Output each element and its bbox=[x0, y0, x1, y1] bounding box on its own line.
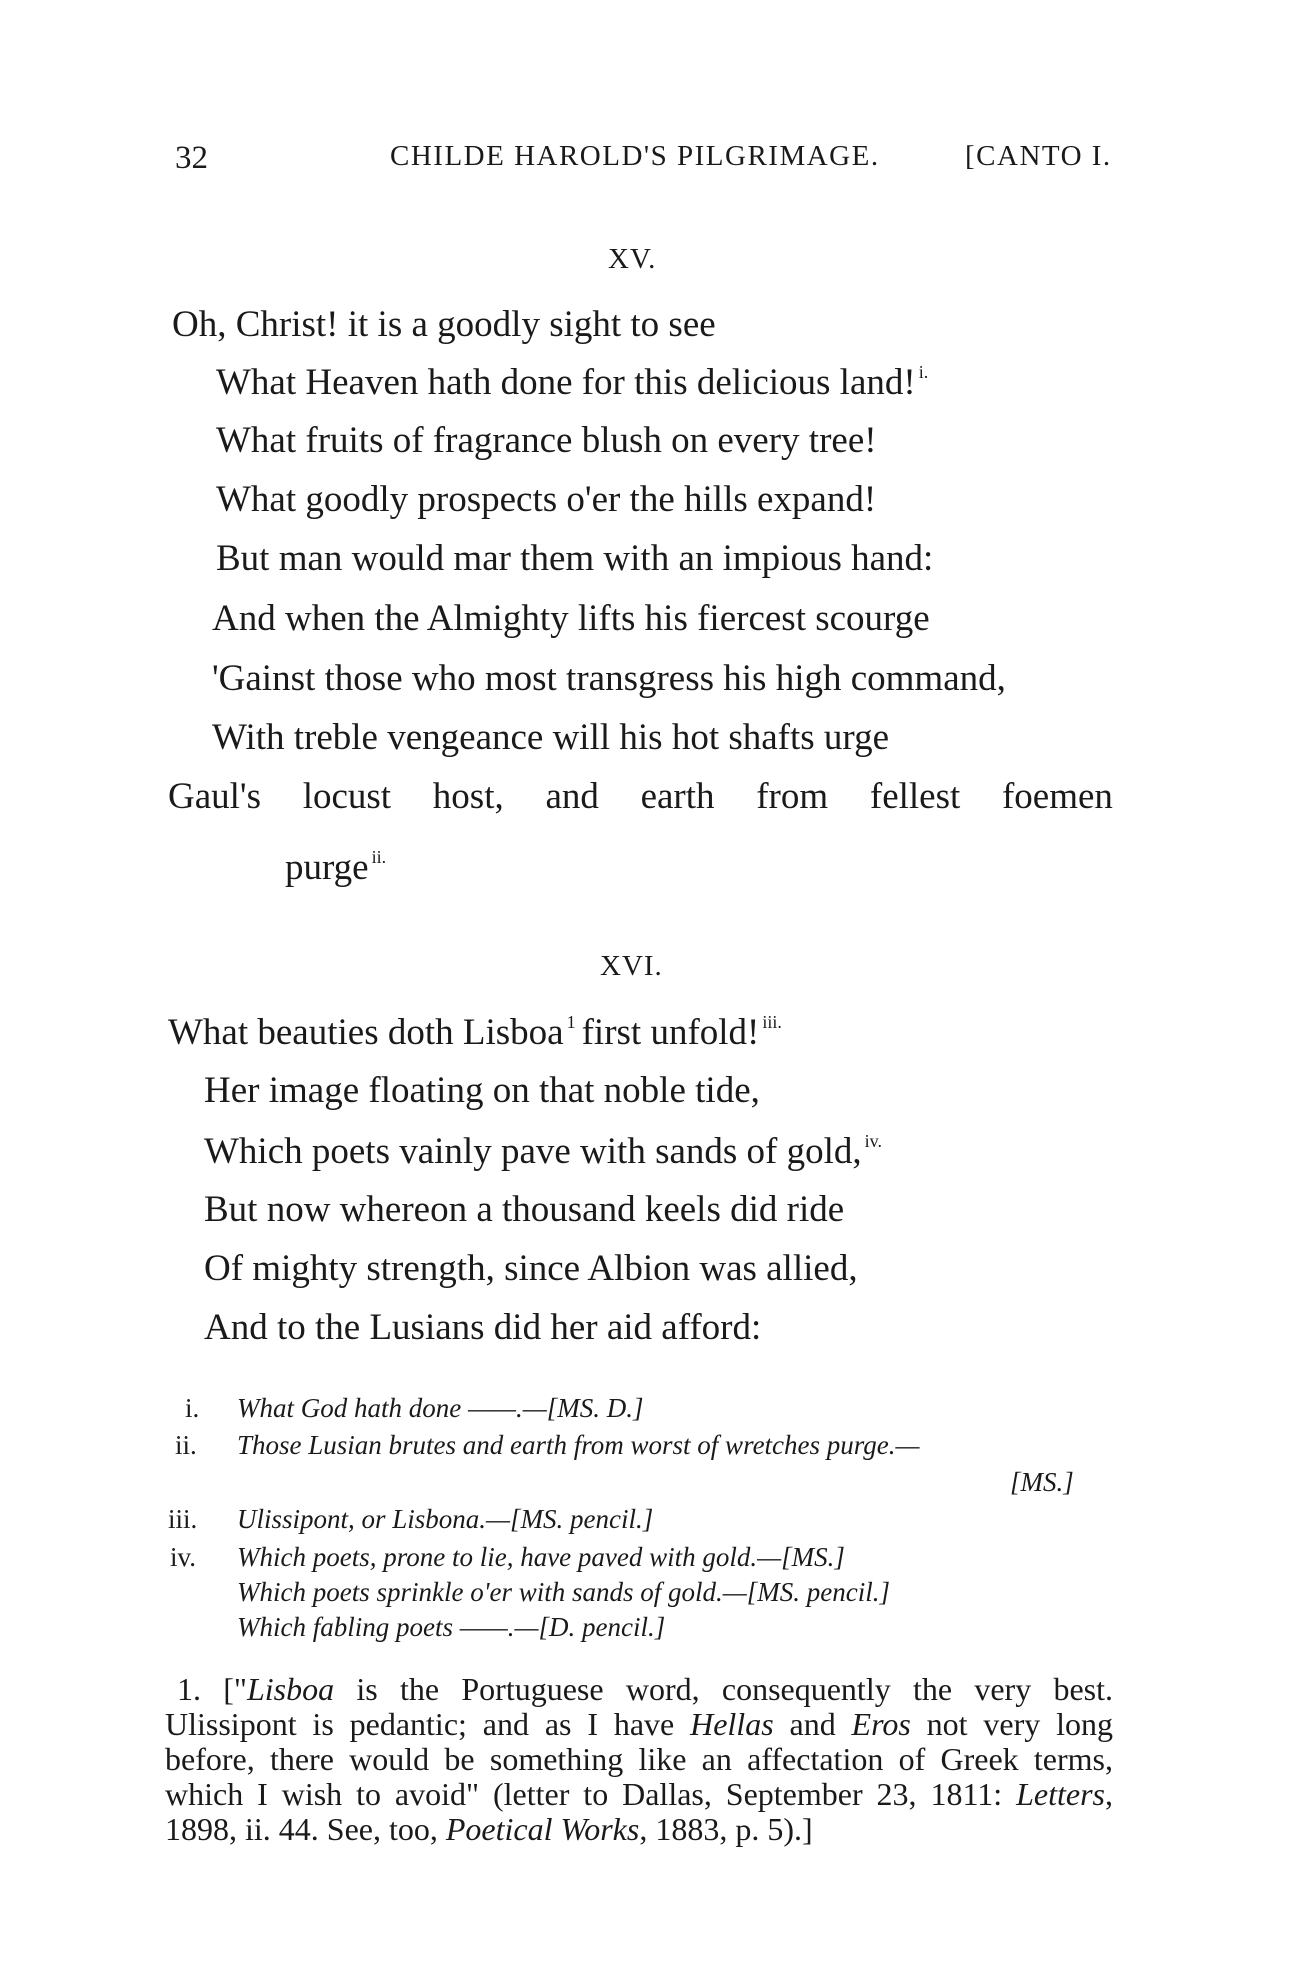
variant-iii: iii. Ulissipont, or Lisbona.—[MS. pencil.] bbox=[168, 1504, 654, 1534]
variant-i: i. What God hath done ——.—[MS. D.] bbox=[185, 1393, 644, 1423]
stanza-xv-line-2: What Heaven hath done for this delicious land! $^{i.}$ bbox=[216, 362, 929, 403]
stanza-number-xv: XV. bbox=[608, 243, 657, 275]
stanza-xv-line-1: Oh, Christ! it is a goodly sight to see bbox=[172, 304, 716, 345]
stanza-xv-line-8: With treble vengeance will his hot shafts urge bbox=[212, 717, 890, 758]
variant-iv-3: Which fabling poets ——.—[D. pencil.] bbox=[237, 1612, 666, 1642]
running-title: CHILDE HAROLD'S PILGRIMAGE. bbox=[390, 140, 880, 172]
stanza-xv-line-3: What fruits of fragrance blush on every tree! bbox=[216, 420, 877, 461]
canto-label: [CANTO I. bbox=[965, 140, 1112, 172]
stanza-xvi-line-1: What beauties doth Lisboa $^1$ first unfold! $^{iii.}$ bbox=[168, 1012, 782, 1053]
variant-ii: ii. Those Lusian brutes and earth from worst of wretches purge.— bbox=[175, 1430, 920, 1460]
stanza-xv-line-4: What goodly prospects o'er the hills expand! bbox=[216, 479, 877, 520]
stanza-xvi-line-3: Which poets vainly pave with sands of gold, $^{iv.}$ bbox=[204, 1131, 882, 1172]
footnote-ref-1[interactable]: 1 bbox=[566, 1012, 576, 1032]
variant-marker-iv: iv. bbox=[864, 1131, 882, 1151]
stanza-xv-line-5: But man would mar them with an impious hand: bbox=[216, 538, 934, 579]
variant-marker-i: i. bbox=[918, 362, 929, 382]
variant-marker-iii: iii. bbox=[762, 1012, 782, 1032]
stanza-xvi-line-5: Of mighty strength, since Albion was allied, bbox=[204, 1248, 858, 1289]
stanza-xv-line-10: purge $^{ii.}$ bbox=[285, 847, 387, 888]
stanza-xv-line-9: Gaul's locust host, and earth from fellest foemen bbox=[168, 776, 1113, 817]
stanza-xvi-line-4: But now whereon a thousand keels did ride bbox=[204, 1189, 845, 1230]
stanza-xvi-line-2: Her image floating on that noble tide, bbox=[204, 1070, 760, 1111]
stanza-xvi-line-6: And to the Lusians did her aid afford: bbox=[204, 1307, 762, 1348]
variant-iv-2: Which poets sprinkle o'er with sands of gold.—[MS. pencil.] bbox=[237, 1577, 890, 1607]
variant-iv: iv. Which poets, prone to lie, have paved with gold.—[MS.] bbox=[170, 1542, 845, 1572]
stanza-xv-line-6: And when the Almighty lifts his fiercest scourge bbox=[212, 598, 930, 639]
variant-ii-source: [MS.] bbox=[1010, 1467, 1074, 1497]
page-header bbox=[175, 140, 1125, 180]
footnote-1: 1. ["Lisboa is the Portuguese word, consequently the very best. Ulissipont is pedantic; and as I have Hellas and Eros not very long before, there would be something like an affectation of Greek terms, which I wish to avoid" (letter to Dallas, September 23, 1811: Letters, 1898, ii. 44. See, too, Poetical Works, 1883, p. 5).] bbox=[165, 1671, 1114, 1847]
stanza-xv-line-7: 'Gainst those who most transgress his high command, bbox=[212, 658, 1006, 699]
variant-marker-ii: ii. bbox=[371, 847, 387, 867]
stanza-number-xvi: XVI. bbox=[600, 950, 663, 982]
page-number: 32 bbox=[175, 140, 208, 176]
